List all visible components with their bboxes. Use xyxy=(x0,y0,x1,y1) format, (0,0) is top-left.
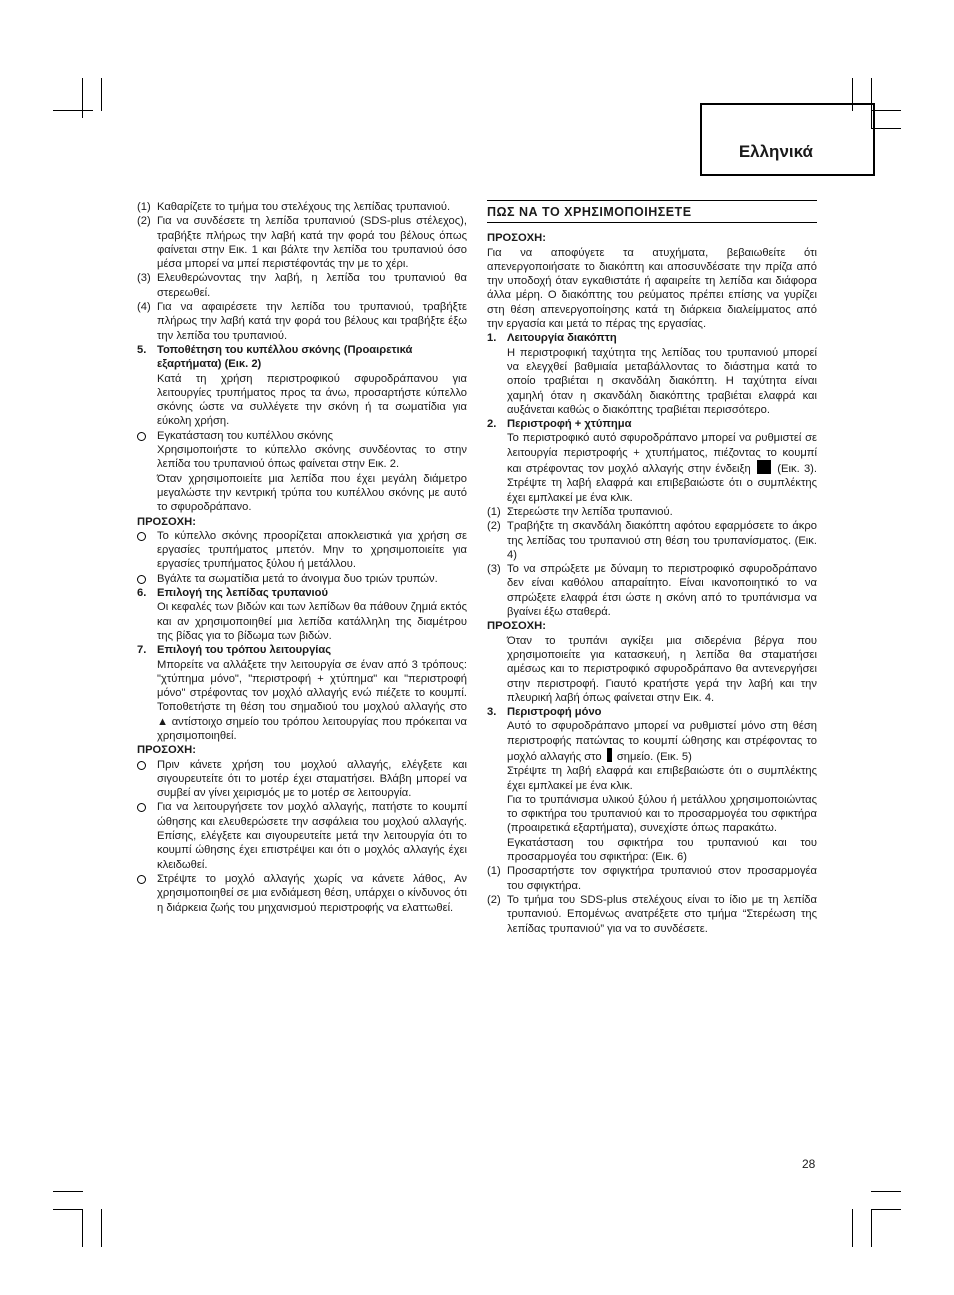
item-marker: (1) xyxy=(137,201,151,213)
paragraph-text: σημείο. (Εικ. 5) xyxy=(616,750,692,763)
item-marker: (2) xyxy=(137,215,151,228)
paragraph: Η περιστροφική ταχύτητα της λεπίδας του τρυπανιού μπορεί να ελεγχθεί βαθμιαία μεταβάλλοντας το διάστημα κατά το οποίο τραβιέται η σκανδάλη διακόπτη. Η ταχύτητα είναι χαμηλή όταν η σκανδάλη διακόπτης τραβιέται ελαφρά και αυξάνεται καθώς ο διακόπτης τραβιέται περισσότερο. xyxy=(507,346,817,416)
circle-bullet-icon xyxy=(137,532,146,541)
item-text: Το τμήμα του SDS-plus στελέχους είναι το ίδιο με τη λεπίδα τρυπανιού. Επομένως ανατρέξετε στο τμήμα “Στερέωση της λεπίδας τρυπανιού” για να το συνδέσετε. xyxy=(507,893,817,935)
list-item xyxy=(487,562,817,619)
section-number: 6. xyxy=(137,587,147,600)
item-text: Στερεώστε την λεπίδα τρυπανιού. xyxy=(507,505,673,518)
circle-bullet-icon xyxy=(137,575,146,584)
list-item xyxy=(487,505,817,519)
circle-bullet-icon xyxy=(137,803,146,812)
item-text: Για να αφαιρέσετε την λεπίδα του τρυπανιού, τραβήξτε πλήρως την λαβή κατά την φορά του βέλους και τραβήξτε έξω την λεπίδα του τρυπανιού. xyxy=(157,301,467,342)
crop-mark xyxy=(82,78,83,118)
bullet-item xyxy=(137,758,467,801)
section-heading xyxy=(137,643,467,657)
section-main-title: ΠΩΣ ΝΑ ΤΟ ΧΡΗΣΙΜΟΠΟΙΗΣΕΤΕ xyxy=(487,200,817,223)
bullet-item xyxy=(137,529,467,572)
paragraph xyxy=(487,719,817,764)
item-marker: (3) xyxy=(137,272,151,285)
paragraph: Κατά τη χρήση περιστροφικού σφυροδράπανου για λειτουργίες τρυπήματος προς τα άνω, προσαρτήστε κύπελλο σκόνης ώστε να συλλέγετε την σκόνη ή τα σωματίδια για εύκολη χρήση. xyxy=(157,372,467,428)
item-marker: (2) xyxy=(487,893,501,906)
paragraph: Όταν χρησιμοποιείτε μια λεπίδα που έχει μεγάλη διάμετρο μεγαλώστε την κεντρική τρύπα του κυπέλλου σκόνης με αυτό το σφυροδράπανο. xyxy=(157,472,467,514)
paragraph: Εγκατάσταση του σφικτήρα του τρυπανιού και του προσαρμογέα του σφικτήρα: (Εικ. 6) xyxy=(507,836,817,864)
list-item xyxy=(137,214,467,271)
crop-mark xyxy=(871,110,901,111)
paragraph: Μπορείτε να αλλάξετε την λειτουργία σε έναν από 3 τρόπους: "χτύπημα μόνο", "περιστροφή + χτύπημα" και "περιστροφή μόνο" στρέφοντας τον μοχλό αλλαγής ενώ πιέζετε το κουμπί. Τοποθετήστε τη θέση του σημαδιού του μοχλού αλλαγής στο ▲ αντίστοιχο σημείο του τρόπου λειτουργίας που πρόκειται να χρησιμοποιηθεί. xyxy=(157,658,467,742)
item-text: Προσαρτήστε τον σφιγκτήρα τρυπανιού στον προσαρμογέα του σφιγκτήρα. xyxy=(507,865,817,892)
crop-mark xyxy=(852,1209,853,1247)
caution-label: ΠΡΟΣΟΧΗ: xyxy=(137,515,196,528)
circle-bullet-icon xyxy=(137,761,146,770)
crop-mark xyxy=(53,1209,83,1210)
section-heading xyxy=(487,331,817,345)
paragraph-text: Το περιστροφικό αυτό σφυροδράπανο μπορεί να ρυθμιστεί σε λειτουργία περιστροφής + χτυπήματος, πιέζοντας το κουμπί και στρέφοντας τον μοχλό αλλαγής στην ένδειξη xyxy=(507,432,817,476)
section-number: 3. xyxy=(487,706,497,719)
item-text: Ελευθερώνοντας την λαβή, η λεπίδα του τρυπανιού θα στερεωθεί. xyxy=(157,272,467,299)
section-heading xyxy=(137,343,467,372)
caution-label: ΠΡΟΣΟΧΗ: xyxy=(487,620,546,633)
bullet-item xyxy=(137,800,467,871)
crop-mark xyxy=(871,1191,901,1192)
paragraph: Στρέψτε τη λαβή ελαφρά και επιβεβαιώστε ότι ο συμπλέκτης έχει εμπλακεί με ένα κλικ. xyxy=(507,765,817,792)
left-column xyxy=(137,200,467,915)
crop-mark xyxy=(871,1209,901,1210)
list-item xyxy=(137,271,467,300)
paragraph: Όταν το τρυπάνι αγκίξει μια σιδερένια βέργα που χρησιμοποιείτε για κατασκευή, η λεπίδα θα σταματήσει αμέσως και το περιστροφικό σφυροδράπανο θα αντενεργήσει στην περιστροφή. Γιαυτό κρατήστε γερά την λαβή και την πλευρική λαβή όπως φαίνεται στην Εικ. 4. xyxy=(507,634,817,704)
item-text: Για να συνδέσετε τη λεπίδα τρυπανιού (SDS-plus στέλεχος), τραβήξτε πλήρως την λαβή κατά την φορά του βέλους όπως φαίνεται στην Εικ. 1 και βάλτε την λεπίδα του τρυπανιού όσο μέσα μπορεί να μπεί περιστέφοντάς την με το χέρι. xyxy=(157,215,467,271)
list-item xyxy=(137,300,467,343)
bullet-item xyxy=(137,429,467,443)
page-number: 28 xyxy=(802,1157,816,1171)
paragraph xyxy=(487,431,817,504)
paragraph: Για το τρυπάνισμα υλικού ξύλου ή μετάλλου χρησιμοποιώντας το σφικτήρα του τρυπανιού και το προσαρμογέα του σφικτήρα (προαιρετικά εξαρτήματα), συνεχίστε όπως παρακάτω. xyxy=(507,793,817,835)
item-text: Καθαρίζετε το τμήμα του στελέχους της λεπίδας τρυπανιού. xyxy=(157,201,451,213)
crop-mark xyxy=(871,1209,872,1247)
item-text: Πριν κάνετε χρήση του μοχλού αλλαγής, ελέγξετε και σιγουρευτείτε ότι το μοτέρ έχει σταματήσει. Βλάβη μπορεί να συμβεί αν γίνει χειρισμός με το μοτέρ σε λειτουργία. xyxy=(157,758,467,800)
section-number: 1. xyxy=(487,332,497,345)
item-marker: (1) xyxy=(487,865,501,878)
paragraph-text: (Εικ. 3). Στρέψτε τη λαβή ελαφρά και επιβεβαιώστε ότι ο συμπλέκτης έχει εμπλακεί με ένα κλικ. xyxy=(507,463,818,504)
section-heading xyxy=(487,705,817,719)
item-text: Εγκατάσταση του κυπέλλου σκόνης xyxy=(157,429,333,442)
item-text: Βγάλτε τα σωματίδια μετά το άνοιγμα δυο τριών τρυπών. xyxy=(157,572,438,585)
list-item xyxy=(487,519,817,562)
crop-mark xyxy=(53,110,93,111)
item-marker: (4) xyxy=(137,301,151,314)
paragraph: Χρησιμοποιήστε το κύπελλο σκόνης συνδέοντας το στην λεπίδα του τρυπανιού όπως φαίνεται στην Εικ. 2. xyxy=(157,444,467,471)
crop-mark xyxy=(101,78,102,111)
language-label: Ελληνικά xyxy=(738,142,813,161)
section-number: 2. xyxy=(487,418,497,431)
section-title: Περιστροφή μόνο xyxy=(507,706,602,719)
item-text: Τραβήξτε τη σκανδάλη διακόπτη αφότου εφαρμόσετε το άκρο της λεπίδας του τρυπανιού στη θέση του τρυπανίσματος. (Εικ. 4) xyxy=(507,520,817,561)
section-number: 7. xyxy=(137,644,147,657)
item-marker: (2) xyxy=(487,520,501,533)
crop-mark xyxy=(53,1191,83,1192)
paragraph: Οι κεφαλές των βιδών και των λεπίδων θα πάθουν ζημιά εκτός και αν χρησιμοποιηθεί μια λεπίδα κατάλληλη της διαμέτρου της βίδας για το βίδωμα των βιδών. xyxy=(157,601,467,642)
caution-label: ΠΡΟΣΟΧΗ: xyxy=(487,232,546,245)
circle-bullet-icon xyxy=(137,432,146,441)
bullet-item xyxy=(137,572,467,586)
crop-mark xyxy=(101,1209,102,1247)
crop-mark xyxy=(871,128,901,129)
list-item xyxy=(487,864,817,893)
section-title: Περιστροφή + χτύπημα xyxy=(507,418,632,431)
caution-label: ΠΡΟΣΟΧΗ: xyxy=(137,744,196,757)
circle-bullet-icon xyxy=(137,875,146,884)
crop-mark xyxy=(82,1209,83,1247)
section-heading xyxy=(137,586,467,600)
hammer-drill-mode-icon xyxy=(757,460,771,474)
item-marker: (3) xyxy=(487,563,501,576)
section-number: 5. xyxy=(137,343,147,356)
section-heading xyxy=(487,417,817,431)
paragraph-text: Αυτό το σφυροδράπανο μπορεί να ρυθμιστεί μόνο στη θέση περιστροφής πατώντας το κουμπί ώθησης και στρέφοντας το μοχλό αλλαγής στο xyxy=(507,720,817,763)
item-text: Για να λειτουργήσετε τον μοχλό αλλαγής, πατήστε το κουμπί ώθησης και ελευθερώσετε την ασφάλεια του μοχλού αλλαγής. Επίσης, ελέγξετε και σιγουρευτείτε μετά την λειτουργία ότι το κουμπί ώθησης έχει επιστρέψει και ότι ο μοχλός αλλαγής έχει κλειδωθεί. xyxy=(157,801,467,871)
section-title: Λειτουργία διακόπτη xyxy=(507,332,617,345)
item-text: Το να σπρώξετε με δύναμη το περιστροφικό σφυροδράπανο δεν είναι καθόλου απαραίτητο. Είναι ικανοποιητικό το να σπρώξετε ελαφρά έτσι ώστε η σκόνη από το τρυπάνισμα να βγαίνει έξω σταθερά. xyxy=(507,563,817,619)
list-item xyxy=(137,200,467,214)
bullet-item xyxy=(137,872,467,915)
language-label-box xyxy=(700,103,875,176)
section-title: Επιλογή της λεπίδας τρυπανιού xyxy=(157,587,328,600)
drill-mode-icon xyxy=(607,748,612,762)
paragraph: Για να αποφύγετε τα ατυχήματα, βεβαιωθείτε ότι απενεργοποιήσατε το διακόπτη και αποσυνδέσατε την πρίζα από την υποδοχή όταν εγκαθιστάτε ή αφαιρείτε τη λεπίδα και διάφορα άλλα μέρη. Ο διακόπτης του ρεύματος πρέπει επίσης να γυρίζει στη θέση απενεργοποίησης κατά τη διάρκεια διαλείμματος από την εργασία και μετά το πέρας της εργασίας. xyxy=(487,246,817,331)
right-column xyxy=(487,200,817,936)
item-marker: (1) xyxy=(487,505,501,518)
item-text: Στρέψτε το μοχλό αλλαγής χωρίς να κάνετε λάθος, Αν χρησιμοποιηθεί σε μια ενδιάμεση θέση, υπάρχει ο κίνδυνος ότι η διάρκεια ζωής του μηχανισμού περιστροφής να ελαττωθεί. xyxy=(157,872,467,914)
item-text: Το κύπελλο σκόνης προορίζεται αποκλειστικά για χρήση σε εργασίες τρυπήματος μπετόν. Μην το χρησιμοποιείτε για εργασίες τρυπήματος ξύλου ή μετάλλου. xyxy=(157,529,467,571)
list-item xyxy=(487,893,817,936)
section-title: Τοποθέτηση του κυπέλλου σκόνης (Προαιρετικά εξαρτήματα) (Εικ. 2) xyxy=(157,343,413,371)
section-title: Επιλογή του τρόπου λειτουργίας xyxy=(157,644,332,657)
